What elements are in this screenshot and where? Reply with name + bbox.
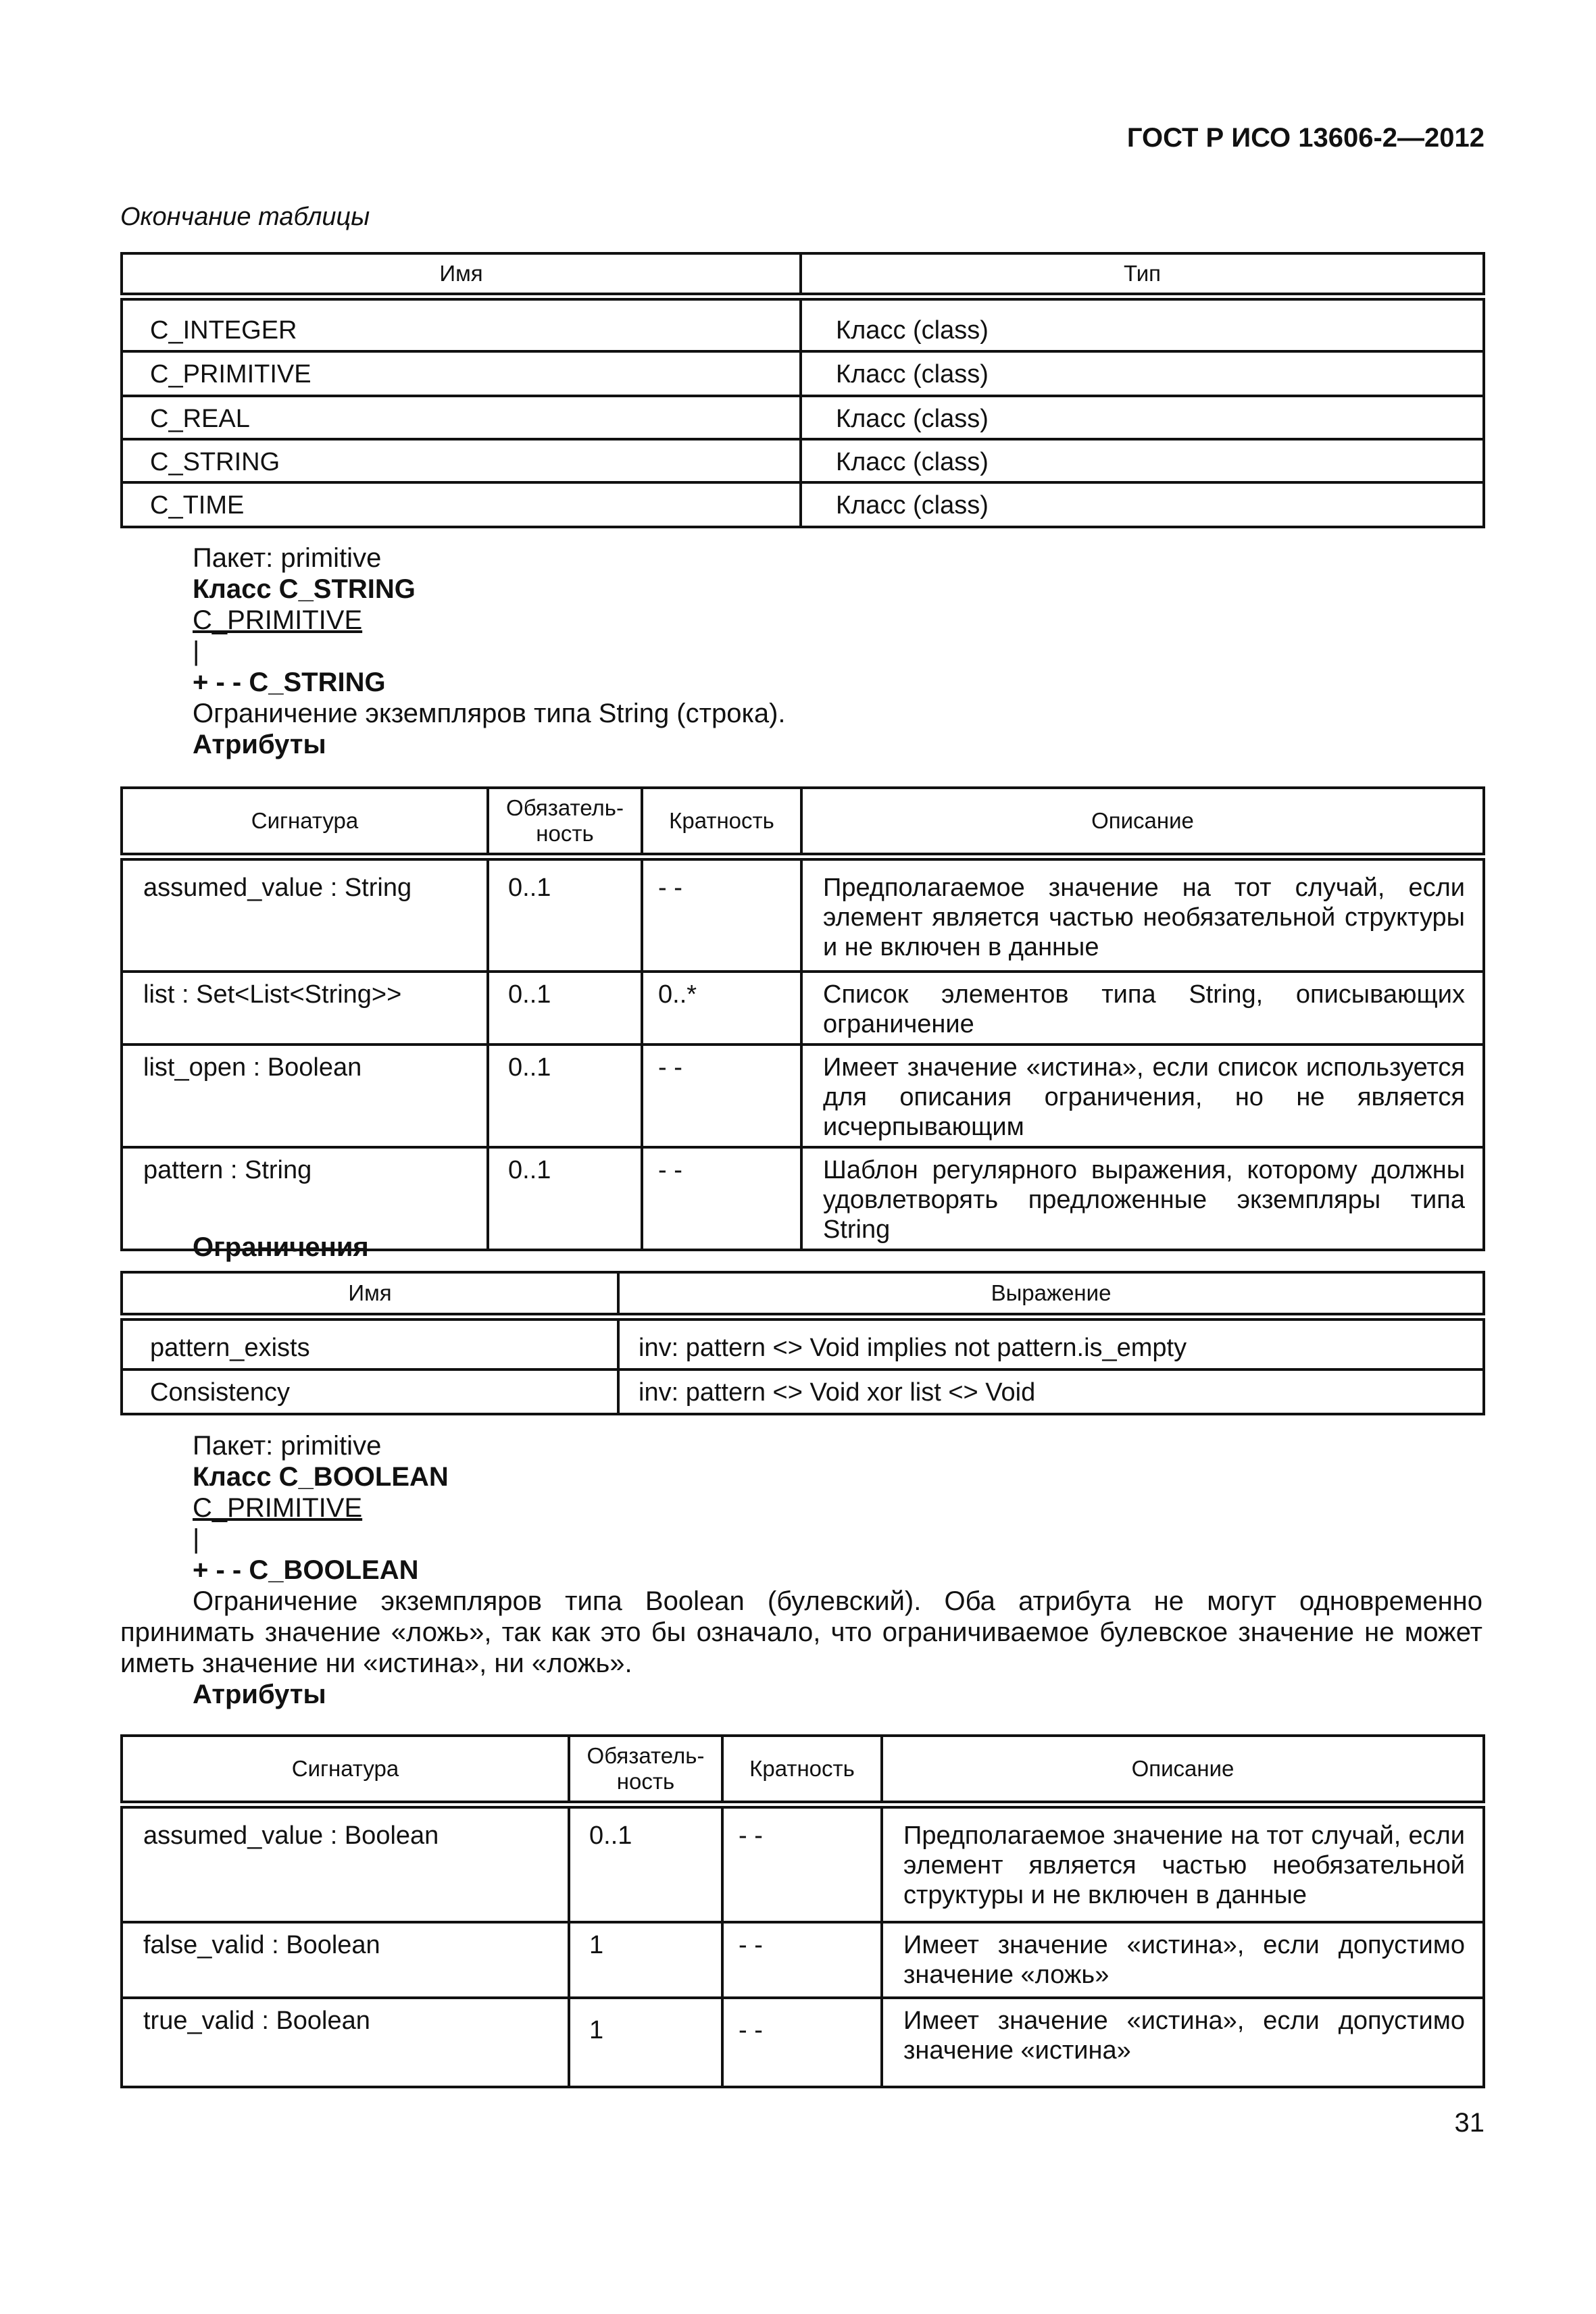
attr-multiplicity: - - bbox=[722, 1998, 882, 2087]
class-boolean-header-block bbox=[193, 1430, 449, 1586]
parent-class: C_PRIMITIVE bbox=[193, 1493, 363, 1523]
class-string-header-block bbox=[193, 543, 786, 760]
string-attributes-table bbox=[120, 786, 1485, 1251]
attr-multiplicity: 0..* bbox=[642, 972, 801, 1045]
column-header: Имя bbox=[122, 1272, 618, 1317]
attr-signature: assumed_value : String bbox=[122, 857, 488, 972]
attr-description: Имеет значение «истина», если список используется для описания ограничения, но не является исчерпывающим bbox=[801, 1045, 1484, 1147]
attr-signature: pattern : String bbox=[122, 1147, 488, 1250]
attr-description: Список элементов типа String, описывающих ограничение bbox=[801, 972, 1484, 1045]
class-description: Ограничение экземпляров типа Boolean (булевский). Оба атрибута не могут одновременно принимать значение «ложь», так как это бы означало, что ограничиваемое булевское значение не может иметь значение ни «истина», ни «ложь». bbox=[120, 1586, 1482, 1678]
attr-signature: assumed_value : Boolean bbox=[122, 1805, 569, 1922]
class-title: Класс C_BOOLEAN bbox=[193, 1462, 449, 1492]
column-header: Сигнатура bbox=[122, 788, 488, 857]
constraint-expression: inv: pattern <> Void implies not pattern.is_empty bbox=[618, 1317, 1484, 1369]
child-class: + - - C_STRING bbox=[193, 668, 386, 697]
attr-description: Предполагаемое значение на тот случай, если элемент является частью необязательной структуры и не включен в данные bbox=[801, 857, 1484, 972]
attr-required: 0..1 bbox=[488, 1147, 642, 1250]
column-header: Выражение bbox=[618, 1272, 1484, 1317]
table-cell: Класс (class) bbox=[801, 351, 1484, 396]
class-title: Класс C_STRING bbox=[193, 574, 416, 604]
attr-required: 0..1 bbox=[488, 1045, 642, 1147]
attr-required: 1 bbox=[569, 1922, 722, 1998]
column-header: Сигнатура bbox=[122, 1736, 569, 1805]
parent-class: C_PRIMITIVE bbox=[193, 605, 363, 635]
table-cell: C_INTEGER bbox=[122, 297, 801, 351]
attr-multiplicity: - - bbox=[642, 1147, 801, 1250]
attr-description: Предполагаемое значение на тот случай, если элемент является частью необязательной структуры и не включен в данные bbox=[882, 1805, 1484, 1922]
constraint-name: pattern_exists bbox=[122, 1317, 618, 1369]
column-header: Обязатель- ность bbox=[488, 788, 642, 857]
column-header: Описание bbox=[882, 1736, 1484, 1805]
table-cell: C_REAL bbox=[122, 396, 801, 439]
attr-multiplicity: - - bbox=[722, 1922, 882, 1998]
table-continuation-label: Окончание таблицы bbox=[120, 203, 370, 231]
package-label: Пакет: primitive bbox=[193, 1431, 382, 1461]
constraints-heading: Ограничения bbox=[193, 1232, 369, 1262]
attr-required: 0..1 bbox=[488, 857, 642, 972]
column-header: Кратность bbox=[642, 788, 801, 857]
table-cell: Класс (class) bbox=[801, 297, 1484, 351]
attr-description: Имеет значение «истина», если допустимо значение «истина» bbox=[882, 1998, 1484, 2087]
attr-description: Имеет значение «истина», если допустимо значение «ложь» bbox=[882, 1922, 1484, 1998]
attr-multiplicity: - - bbox=[642, 857, 801, 972]
attr-multiplicity: - - bbox=[642, 1045, 801, 1147]
table-cell: C_TIME bbox=[122, 482, 801, 527]
constraints-table bbox=[120, 1271, 1485, 1415]
class-description: Ограничение экземпляров типа String (строка). bbox=[193, 699, 786, 728]
constraint-expression: inv: pattern <> Void xor list <> Void bbox=[618, 1369, 1484, 1414]
column-header: Тип bbox=[801, 253, 1484, 297]
attr-signature: list_open : Boolean bbox=[122, 1045, 488, 1147]
table-cell: C_STRING bbox=[122, 439, 801, 482]
attributes-heading: Атрибуты bbox=[193, 1680, 326, 1709]
attr-signature: true_valid : Boolean bbox=[122, 1998, 569, 2087]
child-class: + - - C_BOOLEAN bbox=[193, 1555, 419, 1585]
constraint-name: Consistency bbox=[122, 1369, 618, 1414]
attr-multiplicity: - - bbox=[722, 1805, 882, 1922]
inheritance-pipe: | bbox=[193, 1524, 200, 1554]
page-number: 31 bbox=[1454, 2108, 1485, 2138]
column-header: Кратность bbox=[722, 1736, 882, 1805]
table-cell: Класс (class) bbox=[801, 396, 1484, 439]
types-table bbox=[120, 252, 1485, 528]
attr-required: 0..1 bbox=[569, 1805, 722, 1922]
column-header: Описание bbox=[801, 788, 1484, 857]
table-cell: Класс (class) bbox=[801, 439, 1484, 482]
attr-signature: list : Set<List<String>> bbox=[122, 972, 488, 1045]
table-cell: Класс (class) bbox=[801, 482, 1484, 527]
attr-required: 1 bbox=[569, 1998, 722, 2087]
column-header: Обязатель- ность bbox=[569, 1736, 722, 1805]
attr-required: 0..1 bbox=[488, 972, 642, 1045]
attr-signature: false_valid : Boolean bbox=[122, 1922, 569, 1998]
inheritance-pipe: | bbox=[193, 636, 200, 666]
attr-description: Шаблон регулярного выражения, которому должны удовлетворять предложенные экземпляры типа String bbox=[801, 1147, 1484, 1250]
package-label: Пакет: primitive bbox=[193, 543, 382, 573]
document-code: ГОСТ Р ИСО 13606-2—2012 bbox=[1126, 123, 1485, 153]
attributes-heading: Атрибуты bbox=[193, 730, 326, 759]
table-cell: C_PRIMITIVE bbox=[122, 351, 801, 396]
boolean-attributes-table bbox=[120, 1734, 1485, 2088]
column-header: Имя bbox=[122, 253, 801, 297]
